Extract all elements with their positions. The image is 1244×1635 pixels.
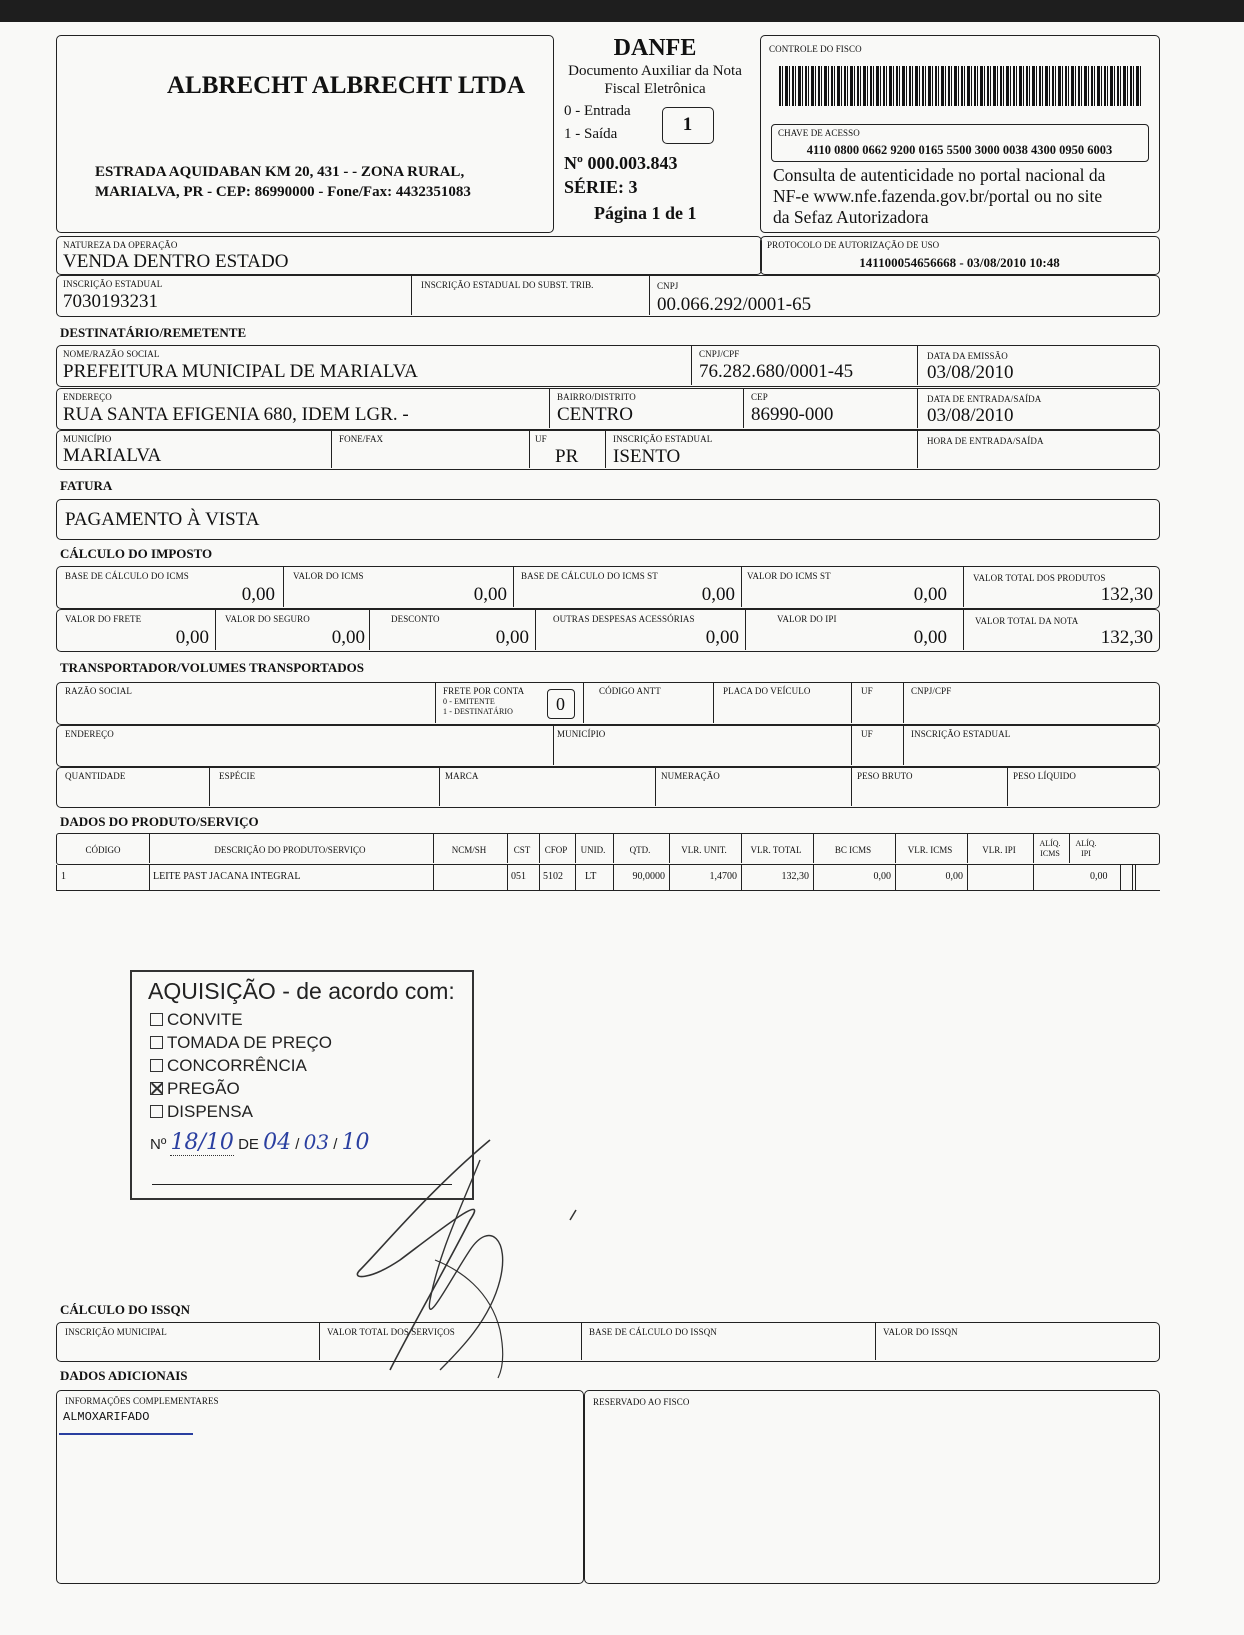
produtos-header — [56, 833, 1160, 865]
stamp-numero-line: Nº 18/10 DE 04 / 03 / 10 — [150, 1130, 370, 1155]
danfe-title-block — [556, 35, 754, 233]
prod-qtd: 90,0000 — [632, 871, 665, 882]
info-box — [56, 1390, 584, 1584]
transp-frete-box — [547, 689, 575, 719]
stamp-option — [150, 1102, 253, 1122]
divider — [331, 431, 332, 468]
fisco-reservado-box — [584, 1390, 1160, 1584]
checkbox-icon — [150, 1059, 163, 1072]
divider — [967, 865, 968, 891]
dest-municipio: MARIALVA — [63, 445, 162, 466]
protocolo-box — [760, 236, 1160, 275]
divider — [575, 865, 576, 891]
transp-row3 — [56, 767, 1160, 808]
consulta-l2: NF-e www.nfe.fazenda.gov.br/portal ou no site — [773, 186, 1103, 206]
dest-uf: PR — [555, 446, 579, 467]
chave-acesso: 4110 0800 0662 9200 0165 5500 3000 0038 4300 0950 6003 — [806, 143, 1113, 157]
divider — [529, 431, 530, 468]
dest-endereco-label: ENDEREÇO — [63, 392, 112, 402]
danfe-saida: 1 - Saída — [564, 126, 618, 142]
imposto-value: 0,00 — [913, 627, 947, 648]
stamp-option-label: CONVITE — [167, 1010, 243, 1029]
th-vlr-ipi: VLR. IPI — [982, 845, 1016, 855]
prod-codigo: 1 — [61, 871, 66, 882]
stamp-option-checked — [150, 1079, 240, 1099]
dest-emissao-label: DATA DA EMISSÃO — [927, 351, 1008, 361]
transp-peso-liquido-label: PESO LÍQUIDO — [1013, 771, 1076, 781]
checkbox-icon — [150, 1013, 163, 1026]
issqn-box — [56, 1322, 1160, 1362]
transp-peso-bruto-label: PESO BRUTO — [857, 771, 913, 781]
dest-row2 — [56, 388, 1160, 430]
dest-cnpj-label: CNPJ/CPF — [699, 349, 740, 359]
stamp-de: DE — [238, 1136, 259, 1153]
th-vlr-unit: VLR. UNIT. — [681, 845, 727, 855]
dest-ie: ISENTO — [613, 446, 681, 467]
imposto-label: VALOR DO ICMS ST — [747, 571, 831, 581]
danfe-pagina: Página 1 de 1 — [594, 203, 697, 223]
imposto-label: VALOR DO ICMS — [293, 571, 364, 581]
barcode-image — [779, 66, 1143, 106]
imposto-label: BASE DE CÁLCULO DO ICMS — [65, 571, 189, 581]
info-underline — [59, 1433, 193, 1435]
imposto-label: VALOR DO IPI — [777, 614, 837, 624]
divider — [691, 346, 692, 385]
divider — [149, 865, 150, 891]
transp-row2 — [56, 725, 1160, 767]
th-qtd: QTD. — [629, 845, 651, 855]
imposto-value: 0,00 — [495, 627, 529, 648]
issqn-total-label: VALOR TOTAL DOS SERVIÇOS — [327, 1327, 455, 1337]
imposto-label: VALOR TOTAL DA NOTA — [975, 616, 1079, 626]
dest-cnpj: 76.282.680/0001-45 — [699, 361, 854, 382]
dest-cep-label: CEP — [751, 392, 768, 402]
stamp-option-label: CONCORRÊNCIA — [167, 1056, 307, 1075]
natureza-value: VENDA DENTRO ESTADO — [63, 251, 289, 272]
imposto-value: 0,00 — [913, 584, 947, 605]
ie-row-box — [56, 275, 1160, 317]
danfe-title: DANFE — [613, 35, 697, 61]
scan-top-edge — [0, 0, 1244, 22]
natureza-box — [56, 236, 762, 275]
ie-value: 7030193231 — [63, 291, 158, 312]
natureza-label: NATUREZA DA OPERAÇÃO — [63, 240, 178, 250]
th-ncm: NCM/SH — [451, 845, 487, 855]
divider — [713, 683, 714, 723]
produto-row — [56, 865, 1160, 891]
transp-razao-label: RAZÃO SOCIAL — [65, 686, 132, 696]
transp-numeracao-label: NUMERAÇÃO — [661, 771, 720, 781]
dest-bairro-label: BAIRRO/DISTRITO — [557, 392, 636, 402]
dest-bairro: CENTRO — [557, 404, 633, 425]
danfe-entrada: 0 - Entrada — [564, 103, 631, 119]
prod-bc-icms: 0,00 — [873, 871, 891, 882]
divider — [903, 683, 904, 723]
divider — [851, 683, 852, 723]
divider — [209, 768, 210, 806]
transp-frete-value: 0 — [556, 694, 565, 714]
imposto-value: 0,00 — [473, 584, 507, 605]
th-codigo: CÓDIGO — [85, 845, 121, 855]
th-aliq-icms: ALÍQ. ICMS — [1039, 839, 1061, 858]
protocolo-value: 141100054656668 - 03/08/2010 10:48 — [859, 255, 1060, 270]
dest-municipio-label: MUNICÍPIO — [63, 434, 112, 444]
divider — [875, 1323, 876, 1360]
danfe-numero: Nº 000.003.843 — [564, 153, 678, 173]
th-unid: UNID. — [580, 845, 606, 855]
issqn-base-label: BASE DE CÁLCULO DO ISSQN — [589, 1327, 717, 1337]
stamp-dia: 04 — [263, 1130, 292, 1155]
stamp-option — [150, 1056, 307, 1076]
checked-box-icon — [150, 1082, 163, 1095]
stamp-option-label: PREGÃO — [167, 1079, 240, 1098]
stamp-option-label: DISPENSA — [167, 1102, 253, 1121]
transp-row1 — [56, 682, 1160, 725]
imposto-row1 — [56, 566, 1160, 609]
th-vlr-total: VLR. TOTAL — [750, 845, 802, 855]
divider — [433, 865, 434, 891]
info-value: ALMOXARIFADO — [63, 1410, 150, 1424]
divider — [1132, 865, 1133, 891]
imposto-label: VALOR DO FRETE — [65, 614, 142, 624]
divider — [649, 276, 650, 315]
divider — [851, 768, 852, 806]
imposto-label: DESCONTO — [391, 614, 440, 624]
imposto-label: BASE DE CÁLCULO DO ICMS ST — [521, 571, 658, 581]
transp-placa-label: PLACA DO VEÍCULO — [723, 686, 811, 696]
chave-label: CHAVE DE ACESSO — [778, 128, 860, 138]
dest-entrada-label: DATA DE ENTRADA/SAÍDA — [927, 394, 1042, 404]
prod-unid: LT — [585, 871, 597, 882]
divider — [1033, 834, 1034, 863]
imposto-value: 132,30 — [1100, 627, 1153, 648]
divider — [411, 276, 412, 315]
fatura-box — [56, 499, 1160, 540]
produtos-section: DADOS DO PRODUTO/SERVIÇO — [60, 814, 259, 829]
transp-endereco-label: ENDEREÇO — [65, 729, 114, 739]
divider — [655, 768, 656, 806]
dest-nome-label: NOME/RAZÃO SOCIAL — [63, 349, 160, 359]
transp-uf2-label: UF — [861, 729, 873, 739]
stamp-numero: 18/10 — [170, 1130, 234, 1155]
divider — [553, 726, 554, 765]
divider — [903, 726, 904, 765]
transp-ie-label: INSCRIÇÃO ESTADUAL — [911, 729, 1011, 739]
stamp-option-label: TOMADA DE PREÇO — [167, 1033, 332, 1052]
imposto-value: 0,00 — [701, 584, 735, 605]
consulta-l3: da Sefaz Autorizadora — [773, 207, 929, 227]
dest-row1 — [56, 345, 1160, 387]
info-label: INFORMAÇÕES COMPLEMENTARES — [65, 1396, 219, 1406]
stamp-mes: 03 — [303, 1130, 330, 1154]
divider — [917, 346, 918, 385]
imposto-section: CÁLCULO DO IMPOSTO — [60, 546, 213, 561]
danfe-tipo-box — [662, 107, 714, 144]
fatura-section: FATURA — [60, 478, 113, 493]
divider — [605, 431, 606, 468]
divider — [539, 865, 540, 891]
transp-municipio-label: MUNICÍPIO — [557, 729, 606, 739]
dest-fone-label: FONE/FAX — [339, 434, 384, 444]
divider — [1135, 865, 1136, 891]
th-bc-icms: BC ICMS — [834, 845, 872, 855]
transp-marca-label: MARCA — [445, 771, 479, 781]
prod-vlr-total: 132,30 — [781, 871, 809, 882]
transp-frete-opt1: 1 - DESTINATÁRIO — [443, 707, 514, 716]
chave-box — [771, 124, 1149, 162]
imposto-label: OUTRAS DESPESAS ACESSÓRIAS — [553, 614, 695, 624]
issqn-im-label: INSCRIÇÃO MUNICIPAL — [65, 1327, 167, 1337]
transp-cnpj-label: CNPJ/CPF — [911, 686, 952, 696]
dest-entrada: 03/08/2010 — [927, 405, 1014, 426]
dest-endereco: RUA SANTA EFIGENIA 680, IDEM LGR. - — [63, 404, 409, 425]
transp-uf-label: UF — [861, 686, 873, 696]
ie-label: INSCRIÇÃO ESTADUAL — [63, 279, 163, 289]
divider — [1069, 834, 1070, 863]
cnpj-label: CNPJ — [657, 281, 679, 291]
issqn-valor-label: VALOR DO ISSQN — [883, 1327, 958, 1337]
danfe-subtitle-1: Documento Auxiliar da Nota — [568, 63, 742, 79]
prod-aliq-icms-value: 0,00 — [1090, 871, 1108, 882]
imposto-value: 0,00 — [241, 584, 275, 605]
issqn-section: CÁLCULO DO ISSQN — [60, 1302, 191, 1317]
th-cst: CST — [513, 845, 531, 855]
transp-frete-opt0: 0 - EMITENTE — [443, 697, 495, 706]
th-descricao: DESCRIÇÃO DO PRODUTO/SERVIÇO — [214, 845, 366, 855]
fisco-reservado-label: RESERVADO AO FISCO — [593, 1397, 690, 1407]
th-vlr-icms: VLR. ICMS — [907, 845, 953, 855]
divider — [1007, 768, 1008, 806]
dest-ie-label: INSCRIÇÃO ESTADUAL — [613, 434, 713, 444]
transp-quantidade-label: QUANTIDADE — [65, 771, 126, 781]
stamp-option — [150, 1010, 243, 1030]
divider — [439, 768, 440, 806]
divider — [549, 389, 550, 428]
consulta-l1: Consulta de autenticidade no portal nacional da — [773, 165, 1106, 185]
divider — [1120, 865, 1121, 891]
dest-hora-label: HORA DE ENTRADA/SAÍDA — [927, 436, 1044, 446]
prod-vlr-icms: 0,00 — [945, 871, 963, 882]
divider — [917, 389, 918, 428]
dest-nome: PREFEITURA MUNICIPAL DE MARIALVA — [63, 361, 418, 382]
adicionais-section: DADOS ADICIONAIS — [60, 1368, 188, 1383]
divider — [319, 1323, 320, 1360]
stamp-ano: 10 — [341, 1130, 370, 1155]
danfe-serie: SÉRIE: 3 — [564, 177, 638, 197]
prod-descricao: LEITE PAST JACANA INTEGRAL — [153, 871, 301, 882]
imposto-value: 0,00 — [175, 627, 209, 648]
dest-row3 — [56, 430, 1160, 470]
transp-especie-label: ESPÉCIE — [219, 771, 256, 781]
imposto-value: 0,00 — [705, 627, 739, 648]
fatura-texto: PAGAMENTO À VISTA — [65, 509, 260, 530]
imposto-value: 132,30 — [1100, 584, 1153, 605]
checkbox-icon — [150, 1036, 163, 1049]
emitente-endereco-l1: ESTRADA AQUIDABAN KM 20, 431 - - ZONA RURAL, — [95, 164, 465, 180]
divider — [507, 865, 508, 891]
transporte-section: TRANSPORTADOR/VOLUMES TRANSPORTADOS — [60, 660, 365, 675]
divider — [743, 389, 744, 428]
divider — [917, 431, 918, 468]
prod-cst: 051 — [511, 871, 526, 882]
divider — [1033, 865, 1034, 891]
th-aliq-ipi: ALÍQ. IPI — [1075, 839, 1097, 858]
transp-frete-label: FRETE POR CONTA — [443, 686, 525, 696]
prod-vlr-unit: 1,4700 — [709, 871, 737, 882]
fisco-box — [760, 35, 1160, 233]
th-cfop: CFOP — [544, 845, 568, 855]
imposto-label: VALOR TOTAL DOS PRODUTOS — [973, 573, 1106, 583]
imposto-value: 0,00 — [331, 627, 365, 648]
destinatario-section: DESTINATÁRIO/REMETENTE — [60, 325, 247, 340]
divider — [851, 726, 852, 765]
cnpj-value: 00.066.292/0001-65 — [657, 294, 812, 315]
danfe-subtitle-2: Fiscal Eletrônica — [604, 81, 706, 97]
stamp-numero-prefix: Nº — [150, 1136, 167, 1153]
danfe-tipo: 1 — [682, 114, 693, 135]
emitente-endereco-l2: MARIALVA, PR - CEP: 86990000 - Fone/Fax: 4432351083 — [95, 184, 471, 200]
imposto-label: VALOR DO SEGURO — [225, 614, 310, 624]
emitente-box — [56, 35, 554, 233]
imposto-row2 — [56, 609, 1160, 652]
dest-emissao: 03/08/2010 — [927, 362, 1014, 383]
stamp-title: AQUISIÇÃO - de acordo com: — [148, 978, 455, 1004]
transp-antt-label: CÓDIGO ANTT — [599, 686, 661, 696]
dest-cep: 86990-000 — [751, 404, 834, 425]
emitente-nome: ALBRECHT ALBRECHT LTDA — [167, 72, 525, 99]
divider — [583, 683, 584, 723]
prod-cfop: 5102 — [543, 871, 563, 882]
divider — [581, 1323, 582, 1360]
divider — [435, 683, 436, 723]
dest-uf-label: UF — [535, 434, 547, 444]
protocolo-label: PROTOCOLO DE AUTORIZAÇÃO DE USO — [767, 240, 940, 250]
stamp-option — [150, 1033, 332, 1053]
controle-fisco-label: CONTROLE DO FISCO — [769, 44, 862, 54]
ie-st-label: INSCRIÇÃO ESTADUAL DO SUBST. TRIB. — [421, 280, 594, 290]
checkbox-icon — [150, 1105, 163, 1118]
